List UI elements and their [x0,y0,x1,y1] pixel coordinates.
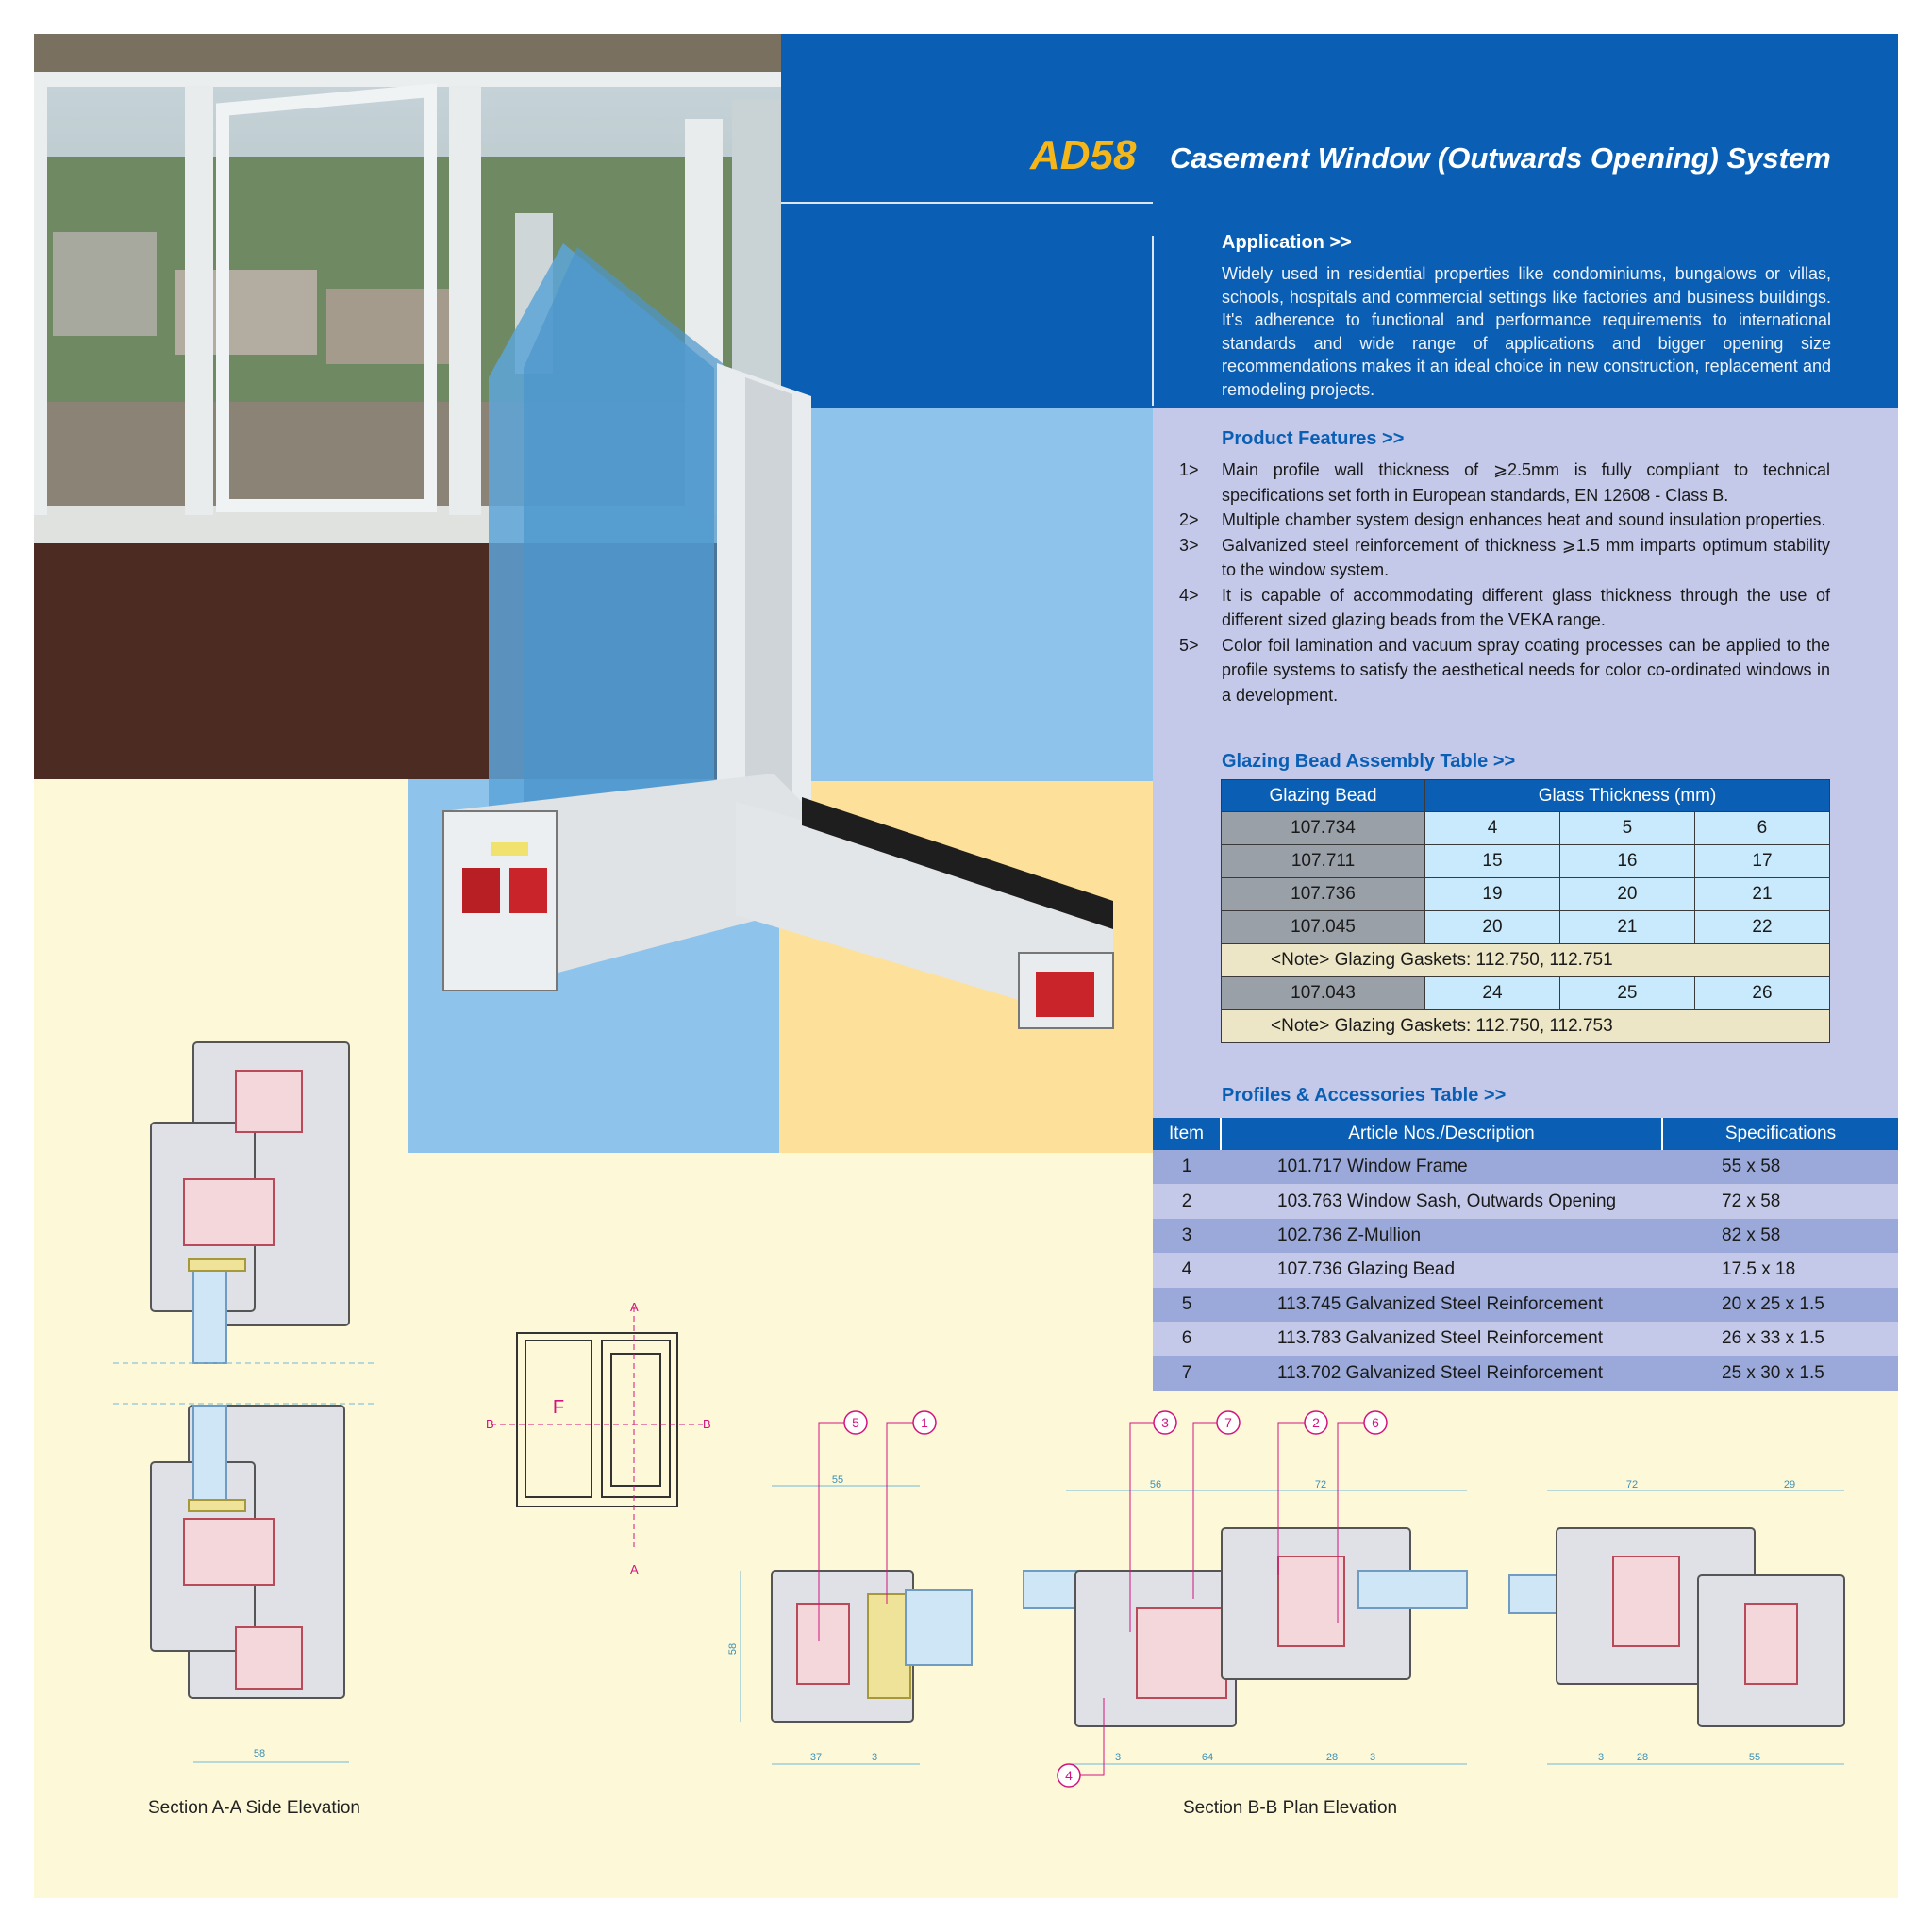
dim-label: 37 [809,1752,823,1763]
thickness-cell: 5 [1559,812,1694,845]
description-cell: 102.736 Z-Mullion [1221,1219,1662,1253]
dim-label: 29 [1783,1479,1796,1491]
section-bb-caption: Section B-B Plan Elevation [1183,1798,1398,1818]
thickness-cell: 4 [1425,812,1560,845]
section-b-sash-drawing [1509,1528,1844,1726]
profiles-table-heading: Profiles & Accessories Table >> [1222,1085,1507,1106]
thickness-cell: 6 [1694,812,1829,845]
product-features-heading: Product Features >> [1222,428,1405,449]
section-b-frame-drawing [772,1571,972,1722]
callout-label: 1 [921,1415,928,1430]
thickness-cell: 21 [1694,878,1829,911]
spec-cell: 26 x 33 x 1.5 [1662,1322,1898,1356]
item-cell: 5 [1153,1288,1221,1322]
spec-cell: 72 x 58 [1662,1184,1898,1218]
description-cell: 113.745 Galvanized Steel Reinforcement [1221,1288,1662,1322]
section-a-marker-top: A [630,1300,639,1314]
thickness-cell: 19 [1425,878,1560,911]
dim-label: 72 [1314,1479,1327,1491]
elevation-diagram [491,1307,703,1547]
spec-cell: 20 x 25 x 1.5 [1662,1288,1898,1322]
glazing-table-heading: Glazing Bead Assembly Table >> [1222,751,1516,772]
section-a-marker-bottom: A [630,1562,639,1576]
item-cell: 2 [1153,1184,1221,1218]
dim-label: 72 [1625,1479,1639,1491]
feature-number: 2> [1179,510,1199,529]
bead-cell: 107.734 [1222,812,1425,845]
model-code: AD58 [1030,132,1137,178]
item-cell: 7 [1153,1356,1221,1390]
thickness-cell: 22 [1694,911,1829,944]
section-b-mullion-drawing [1024,1528,1467,1726]
bead-cell: 107.736 [1222,878,1425,911]
bead-cell: 107.043 [1222,977,1425,1010]
dim-label: 28 [1636,1752,1649,1763]
feature-text: Multiple chamber system design enhances heat and sound insulation properties. [1222,510,1826,529]
item-cell: 3 [1153,1219,1221,1253]
elevation-letter-f: F [552,1397,565,1418]
description-cell: 103.763 Window Sash, Outwards Opening [1221,1184,1662,1218]
item-cell: 4 [1153,1253,1221,1287]
gasket-note: <Note> Glazing Gaskets: 112.750, 112.753 [1222,1010,1830,1043]
description-cell: 101.717 Window Frame [1221,1150,1662,1184]
section-a-drawing [151,1042,349,1698]
feature-number: 1> [1179,460,1199,479]
column-header-specifications: Specifications [1662,1118,1898,1150]
thickness-cell: 26 [1694,977,1829,1010]
dim-label: 3 [1597,1752,1605,1763]
feature-text: Main profile wall thickness of ⩾2.5mm is fully compliant to technical specifications set forth in European standards, EN 12608 - Class B. [1222,460,1830,505]
thickness-cell: 21 [1559,911,1694,944]
item-cell: 1 [1153,1150,1221,1184]
feature-text: It is capable of accommodating different glass thickness through the use of different sized glazing beads from the VEKA range. [1222,585,1830,629]
page-title: Casement Window (Outwards Opening) System [1170,142,1831,175]
dim-label: 3 [871,1752,878,1763]
section-b-marker-left: B [486,1417,494,1431]
spec-cell: 25 x 30 x 1.5 [1662,1356,1898,1390]
description-cell: 113.702 Galvanized Steel Reinforcement [1221,1356,1662,1390]
feature-number: 5> [1179,635,1199,655]
dim-label: 58 [727,1642,739,1656]
dim-label: 55 [1748,1752,1761,1763]
dim-label: 58 [253,1748,266,1759]
dim-label: 56 [1149,1479,1162,1491]
gasket-note: <Note> Glazing Gaskets: 112.750, 112.751 [1222,944,1830,977]
application-text: Widely used in residential properties like condominiums, bungalows or villas, schools, hospitals and commercial settings like factories and business buildings. It's adherence to functional and performance requirements to international standards and wide range of applications and bigger opening size recommendations makes it an ideal choice in new construction, replacement and remodeling projects. [1222,264,1831,399]
section-aa-caption: Section A-A Side Elevation [148,1798,360,1818]
callout-label: 7 [1224,1415,1232,1430]
description-cell: 113.783 Galvanized Steel Reinforcement [1221,1322,1662,1356]
callout-label: 6 [1372,1415,1379,1430]
bead-cell: 107.045 [1222,911,1425,944]
column-header-item: Item [1153,1118,1221,1150]
application-heading: Application >> [1222,232,1352,253]
spec-cell: 55 x 58 [1662,1150,1898,1184]
section-b-marker-right: B [703,1417,711,1431]
column-header-thickness: Glass Thickness (mm) [1425,780,1830,812]
thickness-cell: 20 [1425,911,1560,944]
spec-cell: 17.5 x 18 [1662,1253,1898,1287]
feature-number: 3> [1179,535,1199,555]
feature-text: Galvanized steel reinforcement of thickness ⩾1.5 mm imparts optimum stability to the window system. [1222,535,1830,579]
column-header-description: Article Nos./Description [1221,1118,1662,1150]
thickness-cell: 24 [1425,977,1560,1010]
description-cell: 107.736 Glazing Bead [1221,1253,1662,1287]
dim-label: 3 [1369,1752,1376,1763]
callout-label: 3 [1161,1415,1169,1430]
callout-label: 2 [1312,1415,1320,1430]
thickness-cell: 16 [1559,845,1694,878]
callout-label: 4 [1065,1768,1073,1783]
thickness-cell: 17 [1694,845,1829,878]
dim-label: 55 [831,1474,844,1486]
dim-label: 64 [1201,1752,1214,1763]
feature-number: 4> [1179,585,1199,605]
dim-label: 28 [1325,1752,1339,1763]
thickness-cell: 20 [1559,878,1694,911]
spec-cell: 82 x 58 [1662,1219,1898,1253]
dim-label: 3 [1114,1752,1122,1763]
bead-cell: 107.711 [1222,845,1425,878]
column-header-bead: Glazing Bead [1222,780,1425,812]
thickness-cell: 15 [1425,845,1560,878]
callout-label: 5 [852,1415,859,1430]
thickness-cell: 25 [1559,977,1694,1010]
item-cell: 6 [1153,1322,1221,1356]
feature-text: Color foil lamination and vacuum spray coating processes can be applied to the profile systems to satisfy the aesthetical needs for color co-ordinated windows in a development. [1222,635,1830,705]
